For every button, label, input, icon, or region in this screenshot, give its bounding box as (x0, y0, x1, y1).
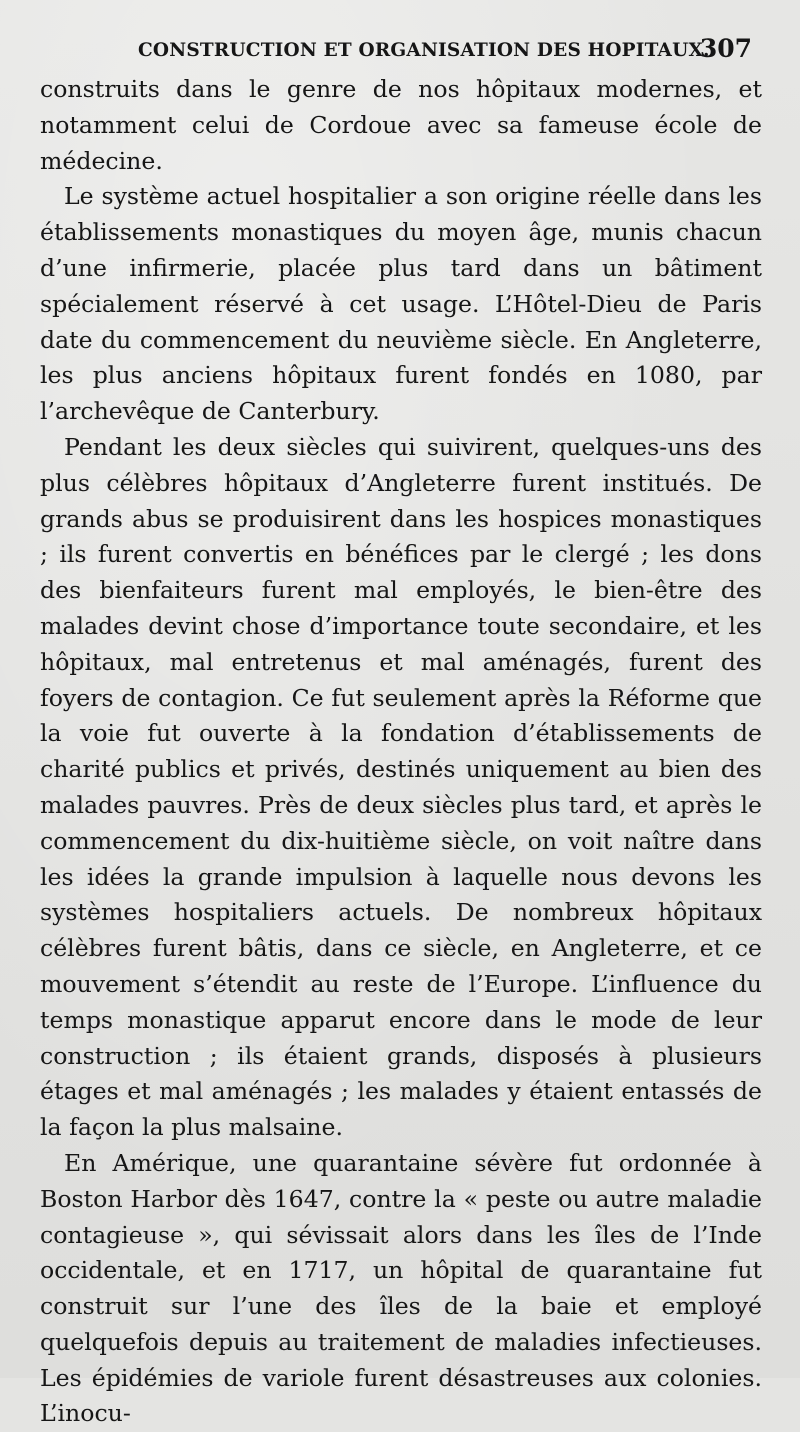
paragraph-2: Le système actuel hospitalier a son origine réelle dans les établissements monastiques du moyen âge, munis chacun d’une infirmerie, placée plus tard dans un bâtiment spécialement réservé à cet usage. L’Hôtel-Dieu de Paris date du commencement du neuvième siècle. En Angleterre, les plus anciens hôpitaux furent fondés en 1080, par l’archevêque de Canterbury. (40, 182, 762, 426)
paragraph-4: En Amérique, une quarantaine sévère fut ordonnée à Boston Harbor dès 1647, contre la « peste ou autre maladie contagieuse », qui sévissait alors dans les îles de l’Inde occidentale, et en 1717, un hôpital de quarantaine fut construit sur l’une des îles de la baie et employé quelquefois depuis au traitement de maladies infectieuses. Les épidémies de variole furent désastreuses aux colonies. L’inocu- (40, 1148, 762, 1428)
body-text (40, 72, 762, 1432)
page-header (40, 32, 762, 72)
running-title: CONSTRUCTION ET ORGANISATION DES HOPITAUX. (138, 40, 710, 61)
paragraph-1: construits dans le genre de nos hôpitaux modernes, et notamment celui de Cordoue avec sa fameuse école de médecine. (40, 75, 762, 175)
page-number: 307 (699, 34, 752, 63)
paragraph-3: Pendant les deux siècles qui suivirent, quelques-uns des plus célèbres hôpitaux d’Angleterre furent institués. De grands abus se produisirent dans les hospices monastiques ; ils furent convertis en bénéfices par le clergé ; les dons des bienfaiteurs furent mal employés, le bien-être des malades devint chose d’importance toute secondaire, et les hôpitaux, mal entretenus et mal aménagés, furent des foyers de contagion. Ce fut seulement après la Réforme que la voie fut ouverte à la fondation d’établissements de charité publics et privés, destinés uniquement au bien des malades pauvres. Près de deux siècles plus tard, et après le commencement du dix-huitième siècle, on voit naître dans les idées la grande impulsion à laquelle nous devons les systèmes hospitaliers actuels. De nombreux hôpitaux célèbres furent bâtis, dans ce siècle, en Angleterre, et ce mouvement s’étendit au reste de l’Europe. L’influence du temps monastique apparut encore dans le mode de leur construction ; ils étaient grands, disposés à plusieurs étages et mal aménagés ; les malades y étaient entassés de la façon la plus malsaine. (40, 432, 762, 1142)
